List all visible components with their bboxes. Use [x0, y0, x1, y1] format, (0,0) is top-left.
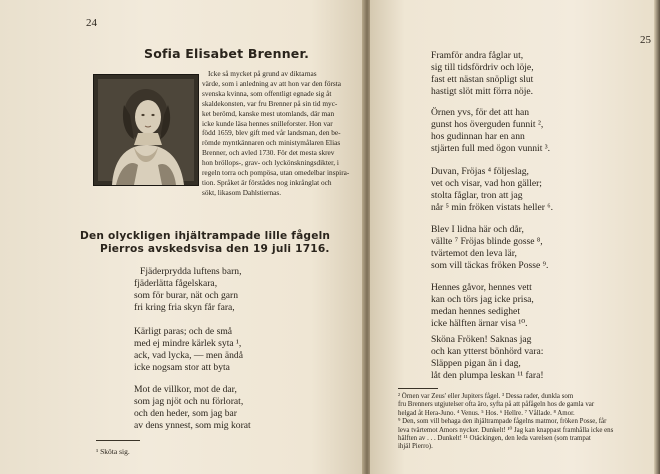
verse-line: icke hälften ärnar visa ¹⁰. — [431, 317, 528, 329]
verse-line: som vill täckas fröken Posse ⁹. — [431, 259, 549, 271]
verse-line: Örnen yvs, för det att han — [431, 107, 530, 118]
bio-line: skaldekonsten, var fru Brenner på sin tid myc- — [202, 98, 338, 108]
footnote-left: ¹ Sköta sig. — [96, 447, 130, 456]
page-number-right: 25 — [640, 34, 651, 46]
verse-line: vet och visar, vad hon gäller; — [431, 177, 542, 189]
stanza-right-1 — [431, 50, 534, 98]
ballad-title-line: Den olyckligen ihjältrampade lille fågeln — [80, 230, 331, 242]
bio-line: hon bröllops-, grav- och lyckönskningsdikter, i — [202, 158, 339, 168]
stanza-left-1 — [134, 266, 242, 314]
verse-line: kan och törs jag icke prisa, — [431, 293, 534, 305]
verse-line: vällte ⁷ Fröjas blinde gosse ⁸, — [431, 235, 543, 247]
verse-line: fri kring fria skyn får fara, — [134, 301, 235, 313]
verse-line: Hennes gåvor, hennes vett — [431, 282, 532, 293]
stanza-right-4 — [431, 224, 548, 272]
footnote-line: ² Örnen var Zeus' eller Jupiters fågel. ³ Dessa rader, dunkla som — [398, 393, 574, 400]
footnote-line: ihjäl Pierro). — [398, 443, 433, 451]
verse-line: Kärligt paras; och de små — [134, 326, 233, 337]
verse-line: fjäderlätta fågelskara, — [134, 277, 218, 289]
bio-line: ket berömd, kanske mest utomlands, där man — [202, 108, 335, 118]
verse-line: som jag njöt och nu förlorat, — [134, 395, 244, 407]
verse-line: når ⁵ min fröken vistats heller ⁶. — [431, 201, 554, 213]
page-number-left: 24 — [86, 17, 97, 29]
verse-line: Sköna Fröken! Saknas jag — [431, 334, 532, 345]
author-portrait — [93, 74, 199, 186]
verse-line: Blev I lidna här och dår, — [431, 224, 524, 235]
footnote-line: fru Brenners utgjutelser ofta äro, syfta på att påfågeln hos de gamla var — [398, 401, 595, 409]
verse-line: Fjäderprydda luftens barn, — [140, 266, 242, 277]
stanza-left-3 — [134, 384, 251, 432]
bio-line: född 1659, blev gift med vår landsman, den be- — [202, 128, 341, 138]
verse-line: stjärten full med ögon vunnit ³. — [431, 142, 551, 154]
bio-line: sökt, likasom Dahlstiernas. — [202, 187, 282, 197]
verse-line: Släppen pigan än i dag, — [431, 357, 521, 369]
bio-line: värde, som i anledning av att hon var den första — [202, 78, 342, 88]
verse-line: med ej mindre kärlek syta ¹, — [134, 337, 242, 349]
author-heading: Sofia Elisabet Brenner. — [144, 46, 310, 61]
footnote-rule-right — [398, 388, 438, 389]
bio-line: svenska kvinna, som offentligt egnade sig åt — [202, 88, 332, 98]
verse-line: stolta fåglar, tron att jag — [431, 189, 523, 201]
biography-text — [202, 69, 354, 198]
ballad-title-line: Pierros avskedsvisa den 19 juli 1716. — [100, 243, 330, 255]
stanza-left-2 — [134, 326, 243, 374]
verse-line: och kan ytterst bönhörd vara: — [431, 345, 544, 357]
verse-line: sig till tidsfördriv och löje, — [431, 61, 534, 73]
bio-line: tion. Språket är förstådes nog inkrånglat och — [202, 177, 332, 187]
bio-line: regeln torra och pompösa, utan omedelbar inspira- — [202, 168, 350, 178]
stanza-right-2 — [431, 107, 550, 155]
footnotes-right — [398, 393, 648, 452]
stanza-right-6 — [431, 334, 544, 382]
stanza-right-3 — [431, 166, 553, 214]
footnote-line: hälften av . . . Dunkelt! ¹¹ Otäckingen, den leda varelsen (som trampat — [398, 435, 591, 443]
page-edge-shadow — [654, 0, 660, 474]
ballad-title — [80, 230, 360, 256]
portrait-engraving — [94, 75, 198, 185]
verse-line: fast ett nästan snöpligt slut — [431, 73, 534, 85]
footnote-line: leva tvärtemot Amors nycker. Dunkelt! ¹⁰ Jag kan knappast framhålla icke ens — [398, 426, 614, 434]
verse-line: och den heder, som jag bar — [134, 407, 237, 419]
verse-line: av dens ynnest, som mig korat — [134, 419, 251, 431]
verse-line: Duvan, Fröjas ⁴ följeslag, — [431, 166, 529, 177]
footnote-line: helgad åt Hera-Juno. ⁴ Venus. ⁵ Hos. ⁶ Hellre. ⁷ Vållade. ⁸ Amor. — [398, 409, 575, 417]
verse-line: hastigt slöt mitt förra nöje. — [431, 85, 534, 97]
verse-line: hos gudinnan har en ann — [431, 130, 525, 142]
verse-line: gunst hos överguden funnit ², — [431, 118, 544, 130]
verse-line: ack, vad lycka, — men ändå — [134, 349, 243, 361]
bio-line: Brenner, och avled 1730. För det mesta skrev — [202, 148, 335, 158]
verse-line: icke nogsam stor att byta — [134, 361, 230, 373]
bio-line: Icke så mycket på grund av diktarnas — [208, 69, 317, 78]
bio-line: römde myntkännaren och ministymålaren Elias — [202, 138, 341, 148]
footnote-line: ⁹ Den, som vill behaga den ihjältrampade fågelns matmor, fröken Posse, får — [398, 418, 607, 426]
verse-line: som för burar, nät och garn — [134, 289, 239, 301]
verse-line: låt den plumpa leskan ¹¹ fara! — [431, 369, 544, 381]
stanza-right-5 — [431, 282, 534, 330]
verse-line: Framför andra fåglar ut, — [431, 50, 524, 61]
verse-line: tvärtemot den leva lär, — [431, 247, 517, 259]
footnote-rule-left — [96, 440, 140, 441]
verse-line: medan hennes sedighet — [431, 305, 520, 317]
bio-line: icke kunde läsa hennes snilleforster. Hon var — [202, 118, 333, 128]
verse-line: Mot de villkor, mot de dar, — [134, 384, 237, 395]
